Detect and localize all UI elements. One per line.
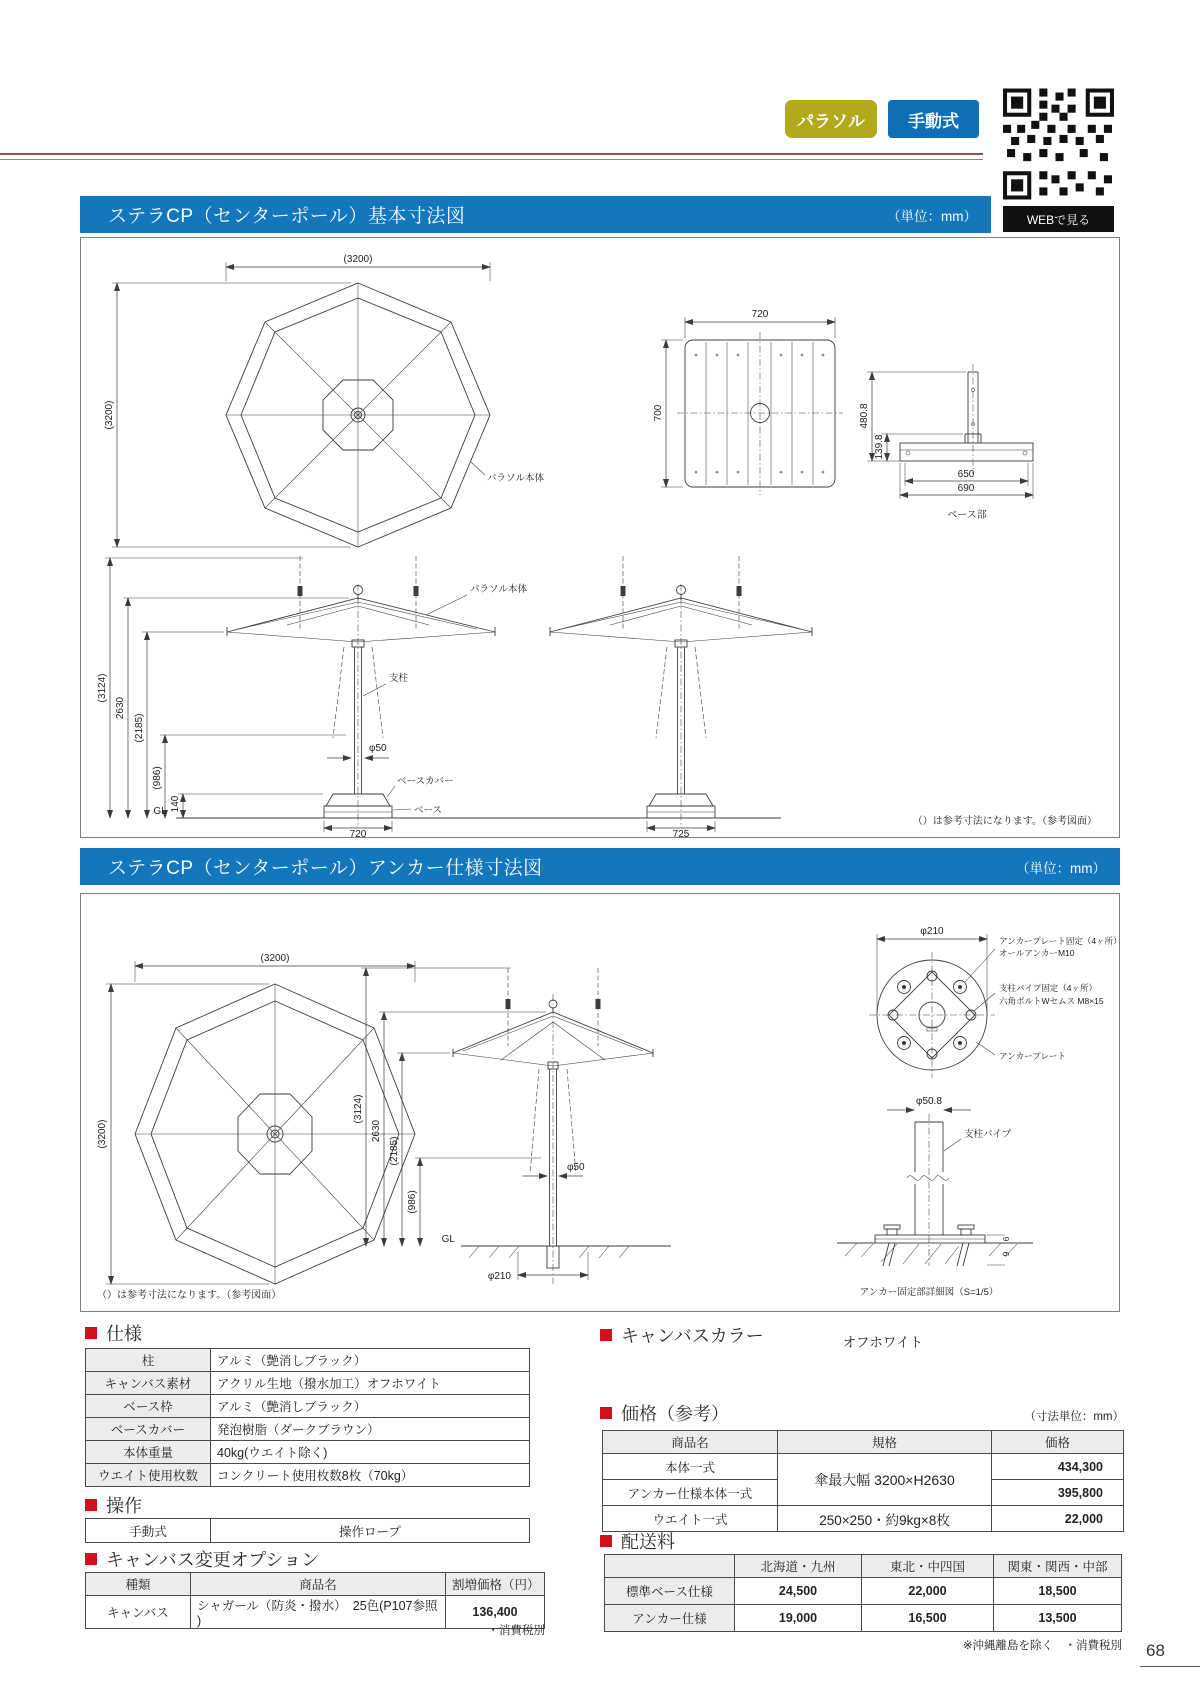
shipping-row-name: アンカー仕様 (605, 1605, 735, 1632)
qr-caption-label: WEBで見る (1026, 212, 1091, 227)
category-badge-manual (888, 100, 979, 138)
pillar-label: 支柱 (389, 673, 409, 684)
dim-total-height: (3124) (97, 673, 108, 703)
base-part-label: ベース部 (947, 510, 987, 521)
section1-title: ステラCP（センターポール）基本寸法図 (108, 206, 466, 227)
price-unit-note: （寸法単位：mm） (1024, 1411, 1124, 1423)
base-side-dimensions (859, 372, 1033, 521)
col-header-price: 価格 (992, 1431, 1124, 1454)
dim-plate-diameter: φ210 (920, 926, 944, 937)
dim-base-plate-height: 139.8 (874, 434, 885, 460)
base-cover-label: ベースカバー (397, 776, 454, 787)
price-table (602, 1430, 1124, 1532)
qr-code (1003, 88, 1114, 200)
spec-label: ベース枠 (86, 1395, 211, 1418)
price-heading (600, 1400, 729, 1426)
gl-label: GL (153, 806, 167, 817)
canvas-option-table (85, 1572, 545, 1629)
shipping-value: 24,500 (735, 1578, 862, 1605)
dim-base-width-second: 725 (672, 829, 690, 837)
qr-caption (1003, 206, 1114, 232)
col-header-region: 関東・関西・中部 (994, 1555, 1122, 1578)
col-header-type: 種類 (86, 1573, 191, 1596)
table-row (603, 1454, 1124, 1480)
dim-pole-diameter-anchor: φ50 (567, 1162, 585, 1173)
price-value: 22,000 (992, 1506, 1124, 1532)
table-row (603, 1431, 1124, 1454)
detail-caption: アンカー固定部詳細図（S=1/5） (859, 1287, 999, 1298)
dim-total-height-anchor: (3124) (353, 1094, 364, 1124)
shipping-value: 19,000 (735, 1605, 862, 1632)
price-merged-spec: 傘最大幅 3200×H2630 (778, 1454, 992, 1506)
operation-table (85, 1518, 530, 1543)
shipping-heading (600, 1528, 675, 1554)
option-price: 136,400 (446, 1596, 545, 1629)
price-item-name: ウエイト一式 (603, 1506, 778, 1532)
dim-edge-height-anchor: (2185) (389, 1136, 400, 1166)
anchor-plate-fix-label: アンカープレート固定（4ヶ所） (999, 936, 1119, 946)
canvas-color-heading (600, 1322, 764, 1348)
col-header-price: 割増価格（円） (446, 1573, 545, 1596)
table-row (86, 1441, 530, 1464)
red-square-bullet (85, 1327, 97, 1339)
base-label: ベース (414, 805, 443, 816)
base-side-view (900, 364, 1033, 474)
badge-label: 手動式 (908, 111, 959, 131)
spec-value: アルミ（艶消しブラック） (211, 1349, 530, 1372)
pipe-fix-label: 支柱パイプ固定（4ヶ所） (999, 983, 1097, 993)
base-top-dimensions (653, 309, 835, 487)
shipping-value: 16,500 (862, 1605, 994, 1632)
dim-clearance-height: (986) (152, 766, 163, 790)
canvas-option-heading (85, 1546, 319, 1572)
col-header-region: 東北・中四国 (862, 1555, 994, 1578)
red-square-bullet (600, 1329, 612, 1341)
front-view-second (550, 556, 812, 837)
dim-under-depth: 9 (1001, 1251, 1011, 1257)
operation-heading-label: 操作 (106, 1496, 142, 1516)
badge-label: パラソル (797, 111, 865, 131)
col-header-name: 商品名 (603, 1431, 778, 1454)
canopy-front-label: パラソル本体 (470, 584, 528, 595)
dim-canopy-height: (3200) (104, 400, 115, 430)
table-row (605, 1555, 1122, 1578)
dim-canopy-top-anchor: 2630 (371, 1119, 382, 1143)
section1-header (80, 196, 991, 233)
spec-value: アルミ（艶消しブラック） (211, 1395, 530, 1418)
spec-value: 40kg(ウエイト除く) (211, 1441, 530, 1464)
red-square-bullet (85, 1499, 97, 1511)
dim-canopy-width-anchor: (3200) (260, 953, 290, 964)
anchor-dimension-drawing (81, 894, 1119, 1311)
spec-label: 本体重量 (86, 1441, 211, 1464)
anchor-bolt-label: オールアンカーM10 (999, 948, 1075, 958)
canvas-color-name: オフホワイト (842, 1335, 923, 1350)
front-view-anchor (453, 968, 671, 1284)
price-value: 434,300 (992, 1454, 1124, 1480)
anchor-plate-detail (869, 926, 1119, 1078)
col-header-empty (605, 1555, 735, 1578)
front-view-standard (227, 556, 495, 826)
dim-clearance-anchor: (986) (407, 1190, 418, 1214)
dim-canopy-width: (3200) (343, 254, 373, 265)
table-row (86, 1519, 530, 1543)
dim-base-inner-width: 650 (957, 469, 975, 480)
spec-value: 発泡樹脂（ダークブラウン） (211, 1418, 530, 1441)
red-square-bullet (600, 1407, 612, 1419)
spec-heading-label: 仕様 (106, 1324, 142, 1344)
hex-bolt-label: 六角ボルトWセムス M8×15 (999, 996, 1104, 1006)
price-item-name: 本体一式 (603, 1454, 778, 1480)
pipe-label: 支柱パイプ (964, 1129, 1012, 1140)
qr-code-image (1003, 88, 1114, 200)
tax-note-left: ・消費税別 (487, 1625, 545, 1637)
price-heading-label: 価格（参考） (621, 1404, 729, 1424)
section2-header (80, 848, 1120, 885)
page-number: 68 (1146, 1641, 1165, 1660)
canvas-option-heading-label: キャンバス変更オプション (106, 1550, 320, 1570)
table-row (86, 1395, 530, 1418)
dim-anchor-diameter: φ210 (487, 1271, 511, 1282)
dim-canopy-top-height: 2630 (115, 696, 126, 720)
price-item-spec: 250×250・約9kg×8枚 (778, 1506, 992, 1532)
section1-unit: （単位：mm） (887, 208, 977, 224)
price-value: 395,800 (992, 1480, 1124, 1506)
dim-base-depth: 700 (653, 404, 664, 422)
base-top-view (677, 332, 843, 495)
dim-canopy-height-anchor: (3200) (97, 1119, 108, 1149)
spec-value: コンクリート使用枚数8枚（70kg） (211, 1464, 530, 1487)
dim-edge-height: (2185) (134, 713, 145, 743)
table-row (86, 1372, 530, 1395)
gl-label-anchor: GL (441, 1234, 455, 1245)
shipping-row-name: 標準ベース仕様 (605, 1578, 735, 1605)
dim-flange-thickness: 6 (1001, 1236, 1011, 1242)
front-view-dimensions (97, 558, 781, 837)
shipping-value: 22,000 (862, 1578, 994, 1605)
shipping-heading-label: 配送料 (621, 1532, 675, 1552)
shipping-value: 13,500 (994, 1605, 1122, 1632)
red-square-bullet (600, 1535, 612, 1547)
table-row (86, 1418, 530, 1441)
col-header-product: 商品名 (191, 1573, 446, 1596)
dim-base-width: 720 (751, 309, 769, 320)
decorative-double-rule (0, 153, 983, 160)
option-product: シャガール（防炎・撥水） 25色(P107参照 ) (191, 1596, 446, 1629)
dim-base-total-height: 480.8 (859, 403, 870, 429)
reference-note: （）は参考寸法になります。（参考図面） (912, 816, 1097, 827)
red-square-bullet (85, 1553, 97, 1565)
spec-table (85, 1348, 530, 1487)
table-row (86, 1349, 530, 1372)
dim-base-height: 140 (170, 795, 181, 813)
dim-pole-diameter: φ50 (369, 743, 387, 754)
section2-title: ステラCP（センターポール）アンカー仕様寸法図 (108, 858, 543, 879)
page-number-rule (1140, 1666, 1200, 1667)
octagon-dimensions (104, 254, 545, 547)
table-row (86, 1573, 545, 1596)
operation-heading (85, 1492, 142, 1518)
dim-base-outer-width: 690 (957, 483, 975, 494)
pipe-fixing-detail (837, 1096, 1033, 1298)
canvas-color-heading-label: キャンバスカラー (621, 1326, 764, 1346)
table-row (605, 1605, 1122, 1632)
anchor-dimension-panel (80, 893, 1120, 1312)
option-type: キャンバス (86, 1596, 191, 1629)
canopy-label: パラソル本体 (487, 473, 545, 484)
shipping-value: 18,500 (994, 1578, 1122, 1605)
dim-pipe-diameter: φ50.8 (916, 1096, 942, 1107)
section2-unit: （単位：mm） (1016, 860, 1106, 876)
table-row (605, 1578, 1122, 1605)
operation-type: 手動式 (86, 1519, 211, 1543)
col-header-region: 北海道・九州 (735, 1555, 862, 1578)
spec-label: ベースカバー (86, 1418, 211, 1441)
basic-dimension-panel (80, 237, 1120, 838)
octagon-top-view-anchor (97, 953, 415, 1284)
spec-value: アクリル生地（撥水加工）オフホワイト (211, 1372, 530, 1395)
tax-note-right: ※沖縄離島を除く ・消費税別 (962, 1640, 1122, 1652)
table-row (603, 1506, 1124, 1532)
category-badge-parasol (785, 100, 877, 138)
dim-base-width-front: 720 (349, 829, 367, 837)
spec-label: キャンバス素材 (86, 1372, 211, 1395)
basic-dimension-drawing (81, 238, 1119, 837)
spec-label: ウエイト使用枚数 (86, 1464, 211, 1487)
reference-note-anchor: （）は参考寸法になります。（参考図面） (97, 1290, 282, 1301)
shipping-table (604, 1554, 1122, 1632)
col-header-spec: 規格 (778, 1431, 992, 1454)
spec-heading (85, 1320, 142, 1346)
spec-label: 柱 (86, 1349, 211, 1372)
octagon-top-view (226, 283, 490, 547)
price-item-name: アンカー仕様本体一式 (603, 1480, 778, 1506)
operation-value: 操作ロープ (211, 1519, 530, 1543)
anchor-plate-label: アンカープレート (999, 1051, 1066, 1061)
table-row (86, 1464, 530, 1487)
